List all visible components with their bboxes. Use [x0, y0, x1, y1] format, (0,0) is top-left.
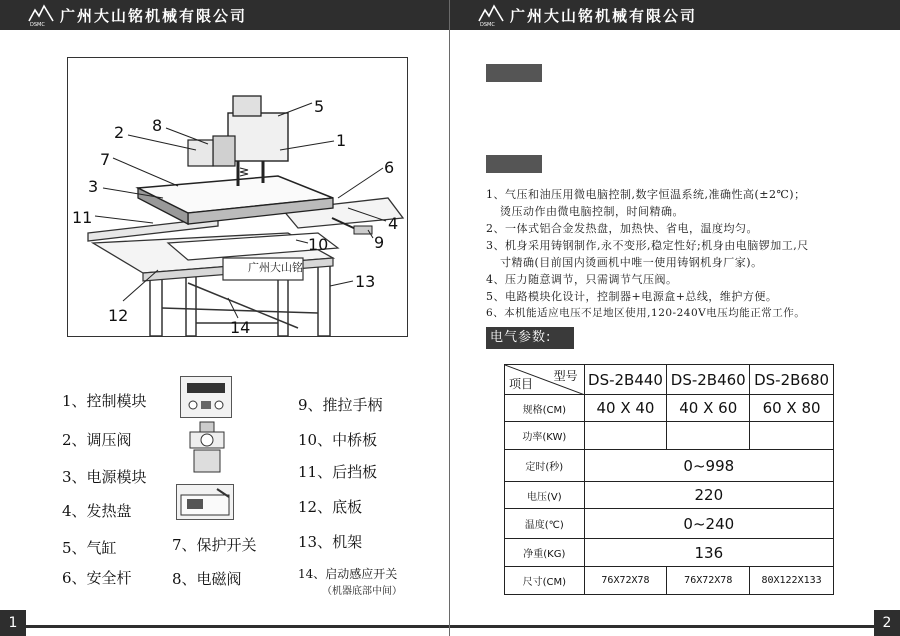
logo-icon: [478, 3, 504, 27]
feature-line-8: 6、本机能适应电压不足地区使用,120-240V电压均能正常工作。: [486, 307, 806, 319]
table-cell: 60 X 80: [750, 395, 834, 422]
logo-text: DSMC: [30, 22, 45, 27]
section-marker-2: [486, 155, 542, 173]
callout-1: 1: [336, 131, 347, 150]
legend-item-12: 12、底板: [298, 498, 363, 516]
feature-line-1: 1、气压和油压用微电脑控制,数字恒温系统,准确性高(±2℃)；: [486, 188, 806, 201]
feature-line-4: 3、机身采用铸钢制作,永不变形,稳定性好;机身由电脑锣加工,尺: [486, 239, 809, 252]
footer-bar: [0, 625, 450, 628]
table-cell: [584, 422, 667, 450]
callout-12: 12: [108, 306, 129, 325]
callout-13: 13: [355, 272, 376, 291]
legend-item-8: 8、电磁阀: [172, 570, 242, 588]
row-label: 尺寸(CM): [505, 567, 585, 595]
machine-drawing: [68, 58, 408, 337]
table-cell: [667, 422, 750, 450]
legend-item-3: 3、电源模块: [62, 468, 147, 486]
model-header: DS-2B460: [667, 365, 750, 395]
legend-item-1: 1、控制模块: [62, 392, 147, 410]
feature-line-5: 寸精确(目前国内烫画机中唯一使用铸钢机身厂家)。: [500, 256, 763, 269]
legend-item-7: 7、保护开关: [172, 536, 257, 554]
legend-item-5: 5、气缸: [62, 539, 117, 557]
legend-item-11: 11、后挡板: [298, 463, 378, 481]
control-module-icon: [181, 377, 231, 417]
page-number-left: 1: [0, 610, 26, 636]
table-cell: 40 X 40: [584, 395, 667, 422]
row-label: 规格(CM): [505, 395, 585, 422]
table-cell: 80X122X133: [750, 567, 834, 595]
callout-6: 6: [384, 158, 395, 177]
footer-bar: [450, 625, 900, 628]
feature-line-2: 烫压动作由微电脑控制，时间精确。: [500, 205, 684, 218]
callout-5: 5: [314, 97, 325, 116]
frame-text: 广州大山铭: [248, 261, 303, 274]
legend-item-10: 10、中桥板: [298, 431, 378, 449]
page-header: [0, 0, 450, 30]
callout-4: 4: [388, 214, 399, 233]
feature-line-3: 2、一体式铝合金发热盘，加热快、省电，温度均匀。: [486, 222, 758, 235]
pressure-valve-icon: [182, 420, 232, 476]
row-label: 净重(KG): [505, 539, 585, 567]
legend-item-14: 14、启动感应开关: [298, 567, 398, 581]
table-row: [505, 539, 834, 567]
page-header: [450, 0, 900, 30]
table-cell-merged: 0~998: [584, 450, 833, 482]
legend-item-13: 13、机架: [298, 533, 363, 551]
row-label: 功率(KW): [505, 422, 585, 450]
legend-item-9: 9、推拉手柄: [298, 396, 383, 414]
power-module-thumbnail: [176, 484, 234, 520]
legend-item-4: 4、发热盘: [62, 502, 132, 520]
legend-item-6: 6、安全杆: [62, 569, 132, 587]
company-name: 广州大山铭机械有限公司: [60, 7, 248, 25]
table-row: [505, 450, 834, 482]
table-cell: 40 X 60: [667, 395, 750, 422]
legend-note: （机器底部中间）: [322, 586, 402, 597]
table-row: [505, 395, 834, 422]
corner-item-label: 项目: [509, 377, 534, 391]
table-cell-merged: 220: [584, 482, 833, 509]
table-row: [505, 422, 834, 450]
row-label: 温度(℃): [505, 509, 585, 539]
logo-text: DSMC: [480, 22, 495, 27]
page-number-right: 2: [874, 610, 900, 636]
callout-10: 10: [308, 235, 329, 254]
callout-8: 8: [152, 116, 163, 135]
power-module-icon: [177, 485, 233, 519]
callout-7: 7: [100, 150, 111, 169]
section-marker-1: [486, 64, 542, 82]
electrical-params-title: 电气参数:: [486, 327, 574, 349]
callout-3: 3: [88, 177, 99, 196]
callout-9: 9: [374, 233, 385, 252]
table-row: [505, 567, 834, 595]
row-label: 电压(V): [505, 482, 585, 509]
feature-line-7: 5、电路模块化设计，控制器+电源盒+总线，维护方便。: [486, 290, 778, 303]
company-name: 广州大山铭机械有限公司: [510, 7, 698, 25]
table-cell: 76X72X78: [584, 567, 667, 595]
logo-icon: [28, 3, 54, 27]
table-row: [505, 482, 834, 509]
machine-figure: [67, 57, 408, 337]
regulator-thumbnail: [182, 420, 232, 476]
callout-2: 2: [114, 123, 125, 142]
table-cell-merged: 136: [584, 539, 833, 567]
control-module-thumbnail: [180, 376, 232, 418]
model-header: DS-2B440: [584, 365, 667, 395]
table-cell-merged: 0~240: [584, 509, 833, 539]
corner-model-label: 型号: [553, 369, 578, 383]
table-cell: [750, 422, 834, 450]
row-label: 定时(秒): [505, 450, 585, 482]
table-row: [505, 509, 834, 539]
table-header-row: [505, 365, 834, 395]
callout-11: 11: [72, 208, 93, 227]
legend-item-2: 2、调压阀: [62, 431, 132, 449]
callout-14: 14: [230, 318, 251, 337]
model-header: DS-2B680: [750, 365, 834, 395]
spec-table: [504, 364, 834, 595]
feature-line-6: 4、压力随意调节，只需调节气压阀。: [486, 273, 678, 286]
table-corner-cell: [505, 365, 585, 395]
table-cell: 76X72X78: [667, 567, 750, 595]
